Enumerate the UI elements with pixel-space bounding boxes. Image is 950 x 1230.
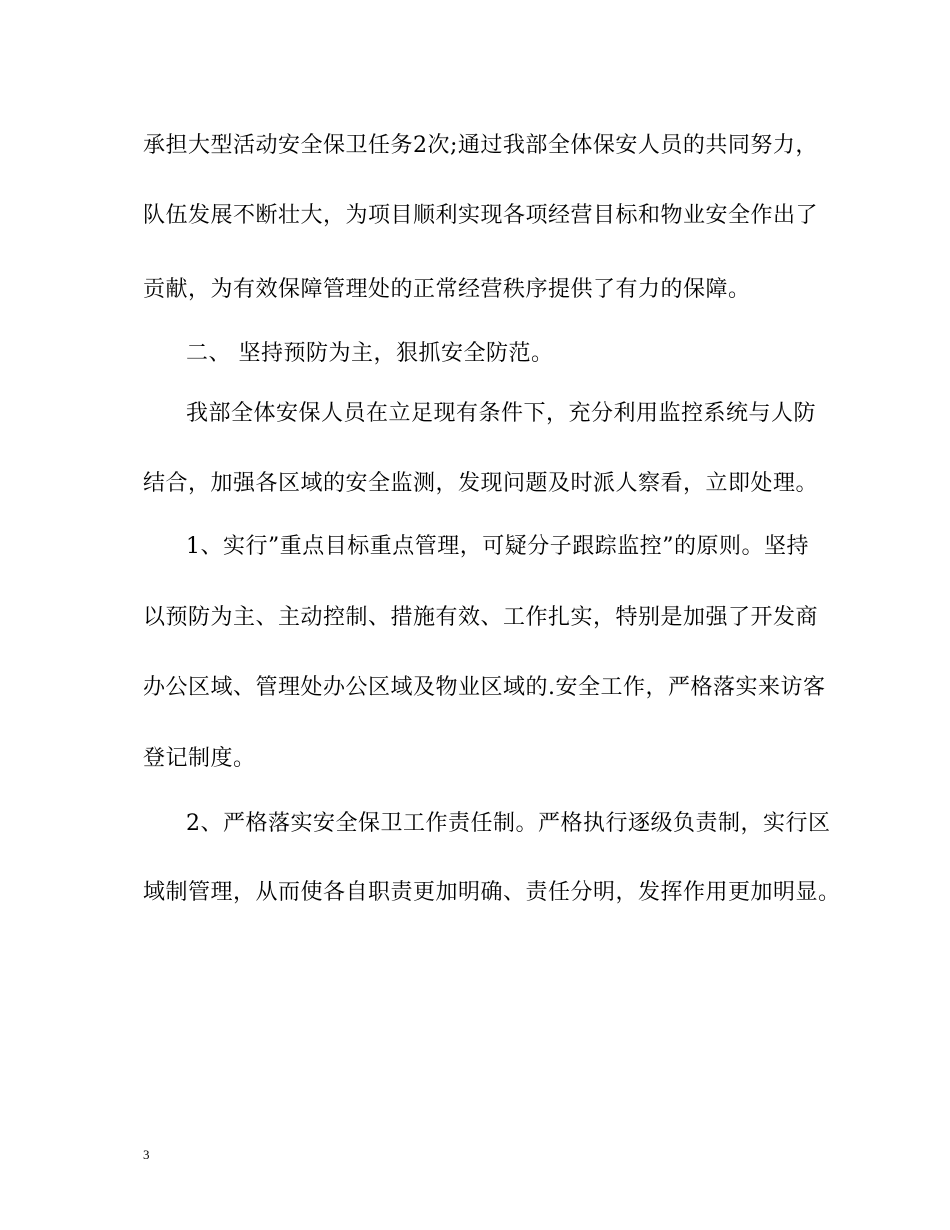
section-heading: 二、 坚持预防为主，狠抓安全防范。 [186, 341, 554, 366]
paragraph-line: 承担大型活动安全保卫任务2次;通过我部全体保安人员的共同努力， [143, 133, 818, 158]
paragraph-line: 办公区域、管理处办公区域及物业区域的.安全工作，严格落实来访客 [143, 675, 826, 700]
paragraph-line: 域制管理，从而使各自职责更加明确、责任分明，发挥作用更加明显。 [143, 880, 841, 905]
paragraph-line: 1、实行”重点目标重点管理，可疑分子跟踪监控”的原则。坚持 [186, 534, 809, 559]
paragraph-line: 登记制度。 [143, 746, 256, 771]
paragraph-line: 结合，加强各区域的安全监测，发现问题及时派人察看，立即处理。 [143, 471, 819, 496]
paragraph-line: 2、严格落实安全保卫工作责任制。严格执行逐级负责制，实行区 [186, 811, 831, 836]
paragraph-line: 以预防为主、主动控制、措施有效、工作扎实，特别是加强了开发商 [143, 605, 819, 630]
paragraph-line: 我部全体安保人员在立足现有条件下，充分利用监控系统与人防 [186, 401, 817, 426]
paragraph-line: 贡献，为有效保障管理处的正常经营秩序提供了有力的保障。 [143, 277, 751, 302]
paragraph-line: 队伍发展不断壮大，为项目顺利实现各项经营目标和物业安全作出了 [143, 203, 819, 228]
page-number: 3 [143, 1147, 150, 1162]
